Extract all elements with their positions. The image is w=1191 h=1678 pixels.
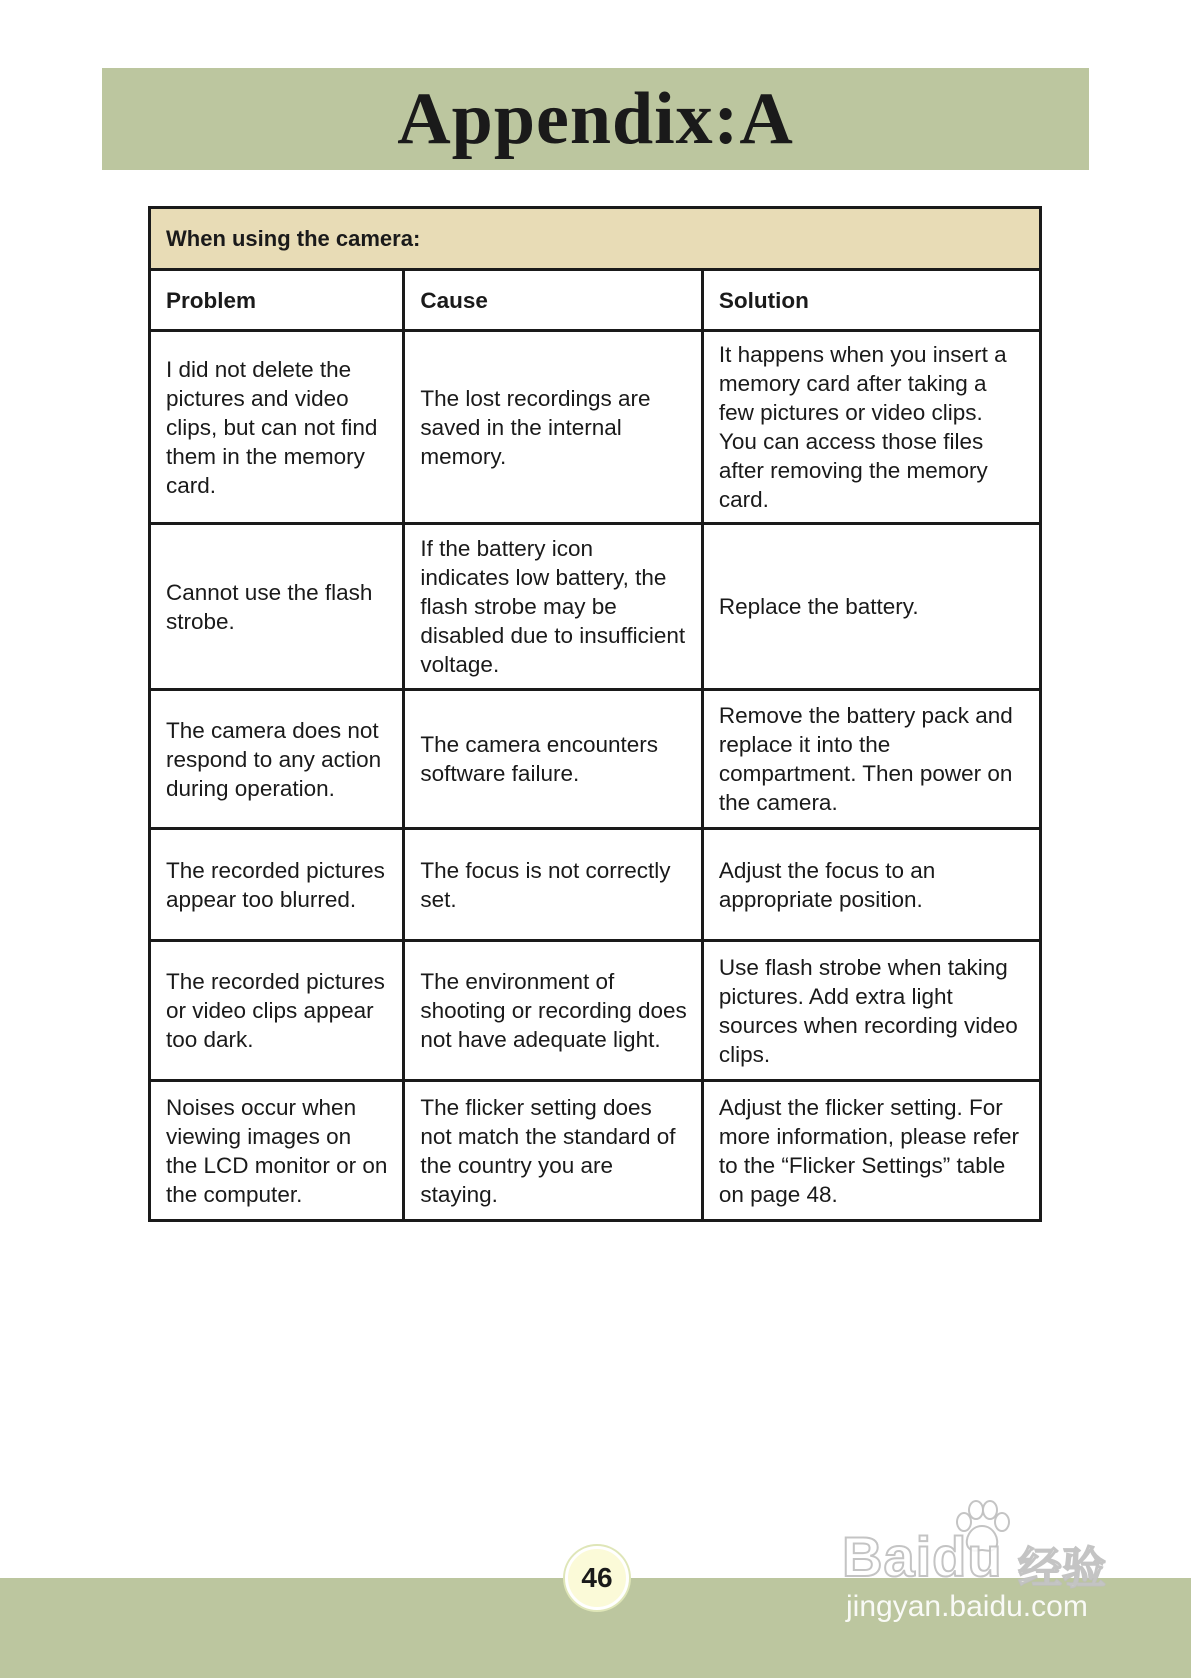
watermark-brand: Baidu bbox=[842, 1525, 1003, 1588]
baidu-watermark bbox=[842, 1500, 1122, 1630]
table-row bbox=[150, 690, 1041, 829]
problem-cell: I did not delete the pictures and video clips, but can not find them in the memory card. bbox=[150, 331, 404, 524]
header-problem: Problem bbox=[150, 270, 404, 331]
solution-cell: Remove the battery pack and replace it into the compartment. Then power on the camera. bbox=[702, 690, 1040, 829]
solution-cell: Replace the battery. bbox=[702, 524, 1040, 690]
table-row bbox=[150, 1081, 1041, 1221]
problem-cell: Cannot use the flash strobe. bbox=[150, 524, 404, 690]
cause-cell: The environment of shooting or recording does not have adequate light. bbox=[404, 941, 703, 1081]
cause-cell: If the battery icon indicates low battery, the flash strobe may be disabled due to insufficient voltage. bbox=[404, 524, 703, 690]
table-row bbox=[150, 941, 1041, 1081]
section-heading-row bbox=[150, 208, 1041, 270]
watermark-url: jingyan.baidu.com bbox=[846, 1590, 1088, 1623]
table-row bbox=[150, 331, 1041, 524]
troubleshooting-table-container bbox=[148, 206, 1042, 1222]
header-cause: Cause bbox=[404, 270, 703, 331]
solution-cell: It happens when you insert a memory card after taking a few pictures or video clips. You can access those files after removing the memory card. bbox=[702, 331, 1040, 524]
problem-cell: The recorded pictures appear too blurred. bbox=[150, 829, 404, 941]
cause-cell: The flicker setting does not match the standard of the country you are staying. bbox=[404, 1081, 703, 1221]
solution-cell: Use flash strobe when taking pictures. Add extra light sources when recording video clips. bbox=[702, 941, 1040, 1081]
page-number: 46 bbox=[565, 1546, 629, 1610]
page-title: Appendix:A bbox=[397, 77, 794, 160]
solution-cell: Adjust the focus to an appropriate position. bbox=[702, 829, 1040, 941]
problem-cell: Noises occur when viewing images on the LCD monitor or on the computer. bbox=[150, 1081, 404, 1221]
watermark-chinese: 经验 bbox=[1018, 1544, 1106, 1593]
cause-cell: The lost recordings are saved in the internal memory. bbox=[404, 331, 703, 524]
table-row bbox=[150, 524, 1041, 690]
cause-cell: The camera encounters software failure. bbox=[404, 690, 703, 829]
table-row bbox=[150, 829, 1041, 941]
solution-cell: Adjust the flicker setting. For more information, please refer to the “Flicker Settings” table on page 48. bbox=[702, 1081, 1040, 1221]
section-heading: When using the camera: bbox=[150, 208, 1041, 270]
title-band bbox=[102, 68, 1089, 170]
troubleshooting-table bbox=[148, 206, 1042, 1222]
problem-cell: The recorded pictures or video clips appear too dark. bbox=[150, 941, 404, 1081]
cause-cell: The focus is not correctly set. bbox=[404, 829, 703, 941]
header-solution: Solution bbox=[702, 270, 1040, 331]
column-header-row bbox=[150, 270, 1041, 331]
problem-cell: The camera does not respond to any action during operation. bbox=[150, 690, 404, 829]
